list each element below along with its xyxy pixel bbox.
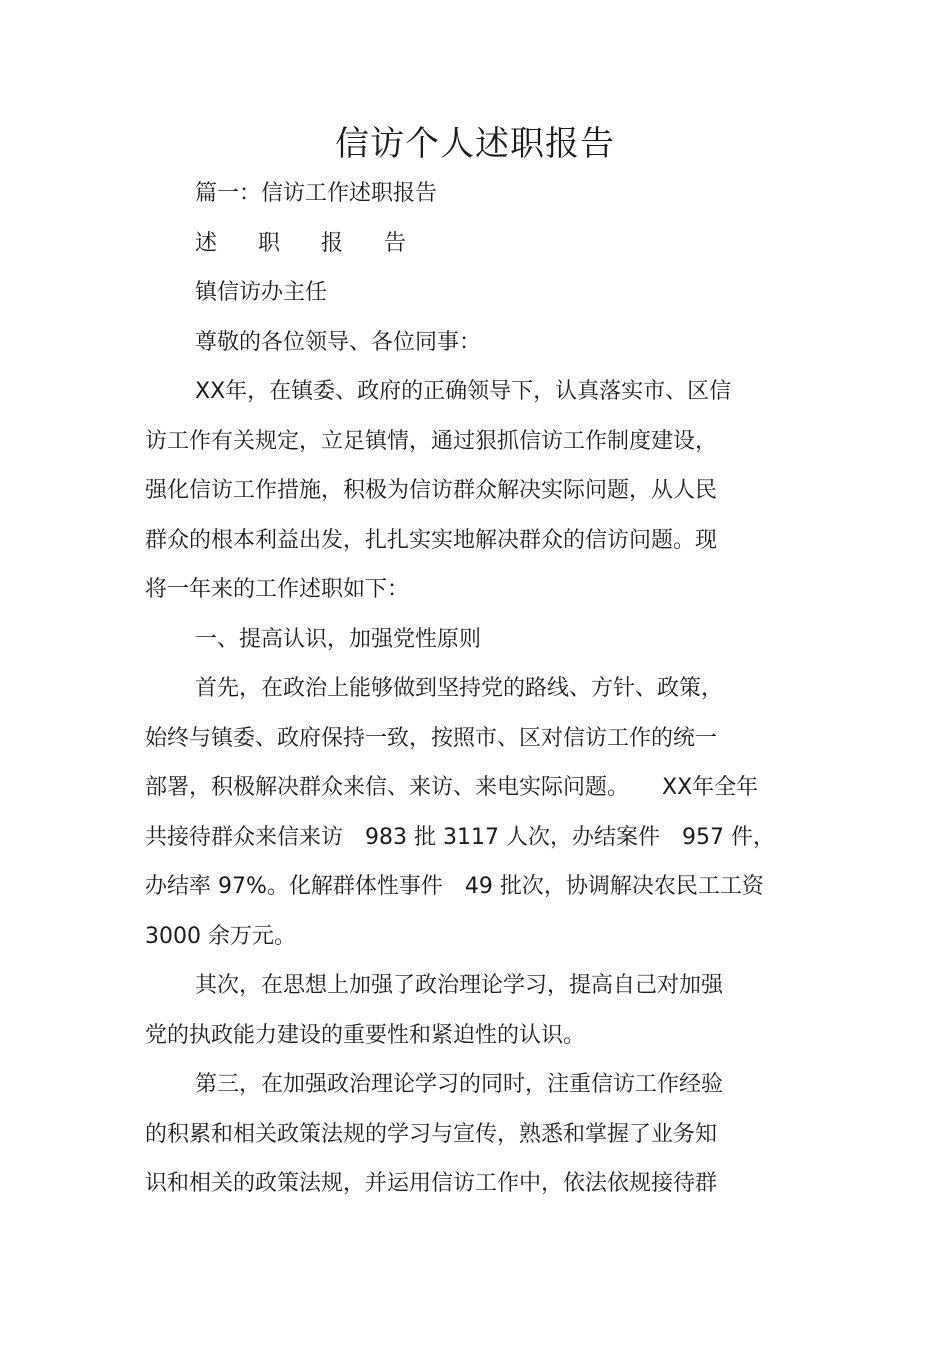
text-line: 共接待群众来信来访 983 批 3117 人次，办结案件 957 件， (145, 824, 775, 850)
text-line: 镇信访办主任 (195, 280, 328, 305)
document-title: 信访个人述职报告 (335, 124, 615, 164)
text-line: 3000 余万元。 (145, 923, 296, 949)
text-line: 部署，积极解决群众来信、来访、来电实际问题。 XX年全年 (145, 775, 759, 800)
text-line: 群众的根本利益出发，扎扎实实地解决群众的信访问题。现 (145, 527, 718, 553)
text-line: XX年，在镇委、政府的正确领导下，认真落实市、区信 (195, 379, 732, 404)
text-line: 的积累和相关政策法规的学习与宣传，熟悉和掌握了业务知 (145, 1121, 718, 1147)
text-line: 识和相关的政策法规，并运用信访工作中，依法依规接待群 (145, 1171, 718, 1196)
document-body (145, 169, 805, 1209)
text-line: 述 职 报 告 (195, 230, 423, 256)
text-line: 其次，在思想上加强了政治理论学习，提高自己对加强 (195, 973, 724, 998)
text-line: 将一年来的工作述职如下： (145, 577, 410, 602)
text-line: 党的执政能力建设的重要性和紧迫性的认识。 (145, 1022, 586, 1048)
text-line: 篇一：信访工作述职报告 (195, 181, 438, 206)
text-line: 办结率 97%。化解群体性事件 49 批次，协调解决农民工工资 (145, 874, 764, 899)
text-line: 始终与镇委、政府保持一致，按照市、区对信访工作的统一 (145, 725, 718, 751)
text-line: 首先，在政治上能够做到坚持党的路线、方针、政策， (195, 676, 724, 701)
text-line: 强化信访工作措施，积极为信访群众解决实际问题，从人民 (145, 478, 718, 503)
text-line: 第三，在加强政治理论学习的同时，注重信访工作经验 (195, 1072, 724, 1097)
text-line: 尊敬的各位领导、各位同事： (195, 329, 482, 355)
text-line: 访工作有关规定，立足镇情，通过狠抓信访工作制度建设， (145, 428, 718, 454)
text-line: 一、提高认识，加强党性原则 (195, 626, 482, 652)
